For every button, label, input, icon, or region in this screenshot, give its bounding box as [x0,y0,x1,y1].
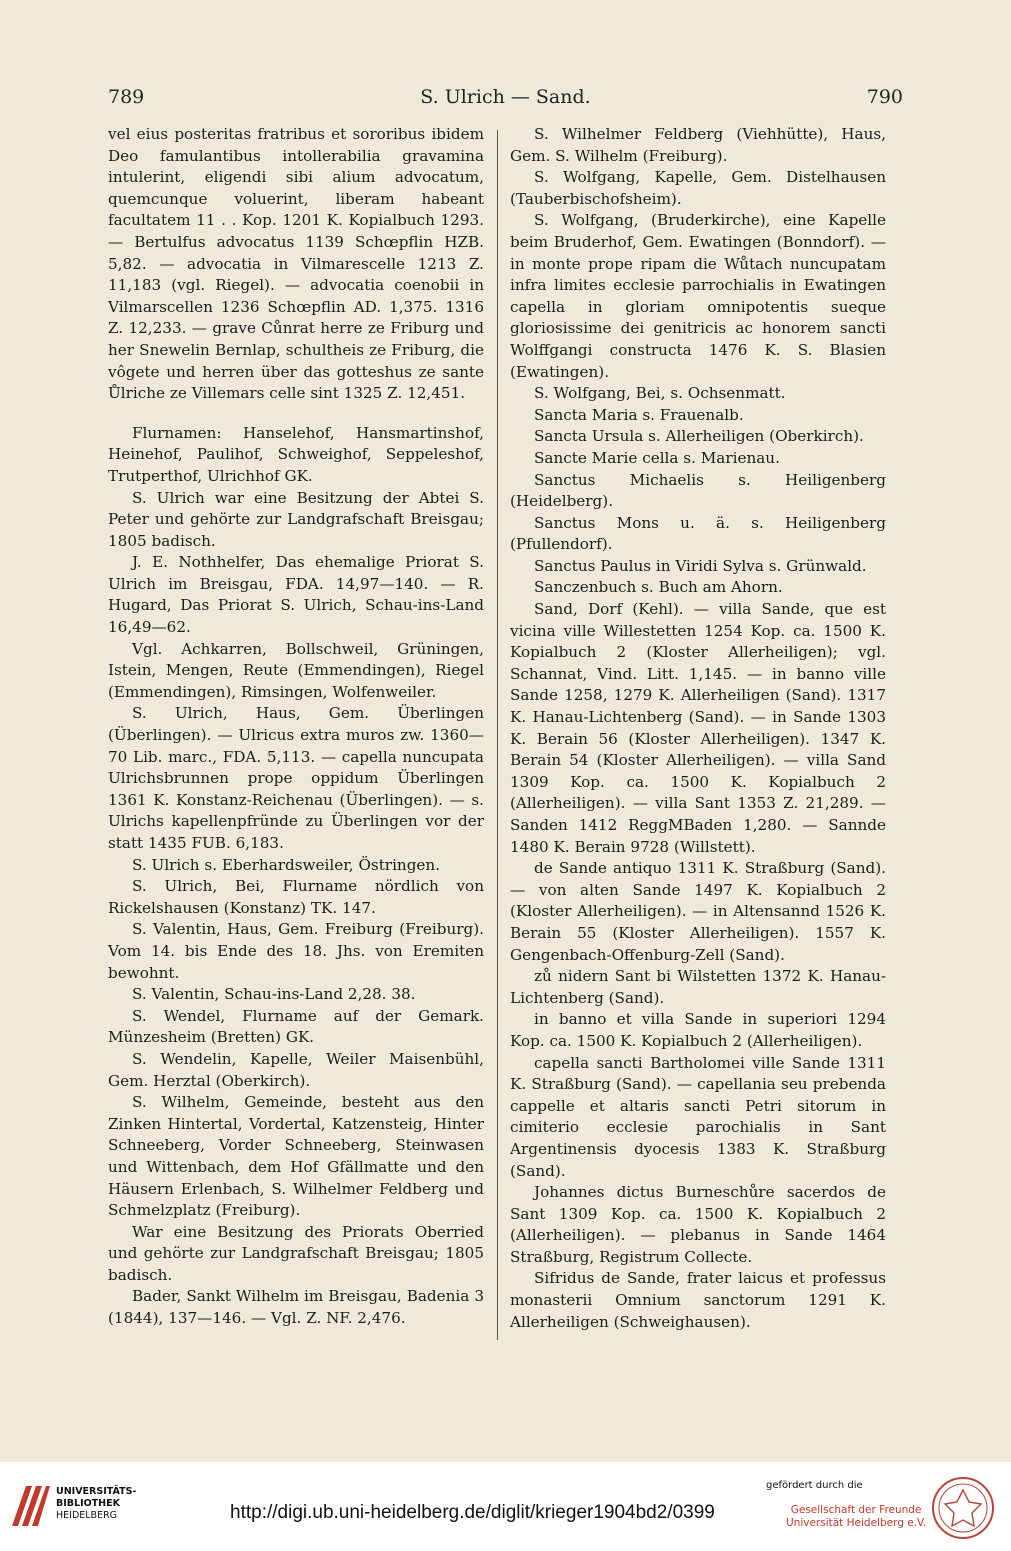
right-column [510,124,886,1333]
paragraph: S. Ulrich war eine Besitzung der Abtei S. Peter und gehörte zur Landgrafschaft Breisgau; 1805 badisch. [108,488,484,550]
paragraph: Sanctus Mons u. ä. s. Heiligenberg (Pfullendorf). [510,513,886,554]
paragraph: Sifridus de Sande, frater laicus et professus monasterii Omnium sanctorum 1291 K. Allerheiligen (Schweighausen). [510,1269,886,1331]
paragraph: Flurnamen: Hanselehof, Hansmartinshof, Heinehof, Paulihof, Schweighof, Seppeleshof, Trutperthof, Ulrichhof GK. [108,423,484,485]
page-number-left: 789 [108,86,145,108]
library-name [56,1486,136,1522]
sponsor-name-line: Universität Heidelberg e.V. [786,1517,927,1529]
university-seal-icon [931,1476,995,1540]
paragraph: Sancte Marie cella s. Marienau. [534,448,780,467]
paragraph: War eine Besitzung des Priorats Oberried und gehörte zur Landgrafschaft Breisgau; 1805 badisch. [108,1222,484,1284]
paragraph: S. Wilhelm, Gemeinde, besteht aus den Zinken Hintertal, Vordertal, Katzensteig, Hinter Schneeberg, Vorder Schneeberg, Steinwasen und Wittenbach, dem Hof Gfällmatte und den Häusern Erlenbach, S. Wilhelmer Feldberg und Schmelzplatz (Freiburg). [108,1093,484,1220]
paragraph: S. Wendelin, Kapelle, Weiler Maisenbühl, Gem. Herztal (Oberkirch). [108,1049,484,1090]
sponsor-name [786,1504,926,1530]
paragraph: zů nidern Sant bi Wilstetten 1372 K. Hanau-Lichtenberg (Sand). [510,967,886,1007]
paragraph: S. Valentin, Haus, Gem. Freiburg (Freiburg). Vom 14. bis Ende des 18. Jhs. von Eremiten bewohnt. [108,920,484,982]
paragraph: Bader, Sankt Wilhelm im Breisgau, Badenia 3 (1844), 137—146. — Vgl. Z. NF. 2,476. [108,1287,484,1328]
paragraph: S. Wolfgang, Kapelle, Gem. Distelhausen (Tauberbischofsheim). [510,168,886,208]
left-column [108,124,484,1330]
digitization-footer [0,1462,1011,1551]
running-title: S. Ulrich — Sand. [420,86,591,108]
paragraph: Vgl. Achkarren, Bollschweil, Grüningen, Istein, Mengen, Reute (Emmendingen), Riegel (Emmendingen), Rimsingen, Wolfenweiler. [108,639,484,701]
paragraph: Sancta Ursula s. Allerheiligen (Oberkirch). [534,427,864,446]
page-number-right: 790 [866,86,903,108]
library-name-line: BIBLIOTHEK [56,1498,120,1509]
sponsor-name-line: Gesellschaft der Freunde [790,1504,922,1516]
paragraph: in banno et villa Sande in superiori 1294 Kop. ca. 1500 K. Kopialbuch 2 (Allerheiligen). [510,1010,886,1050]
library-name-line: HEIDELBERG [56,1510,118,1521]
permalink-url[interactable]: http://digi.ub.uni-heidelberg.de/diglit/krieger1904bd2/0399 [230,1502,715,1523]
paragraph: Sanctus Michaelis s. Heiligenberg (Heidelberg). [510,470,886,511]
paragraph: Sand, Dorf (Kehl). — villa Sande, que est vicina ville Willestetten 1254 Kop. ca. 1500 K. Kopialbuch 2 (Kloster Allerheiligen); vgl. Schannat, Vind. Litt. 1,145. — in banno ville Sande 1258, 1279 K. Allerheiligen (Sand). 1317 K. Hanau-Lichtenberg (Sand). — in Sande 1303 K. Berain 56 (Kloster Allerheiligen). 1347 K. Berain 54 (Kloster Allerheiligen). — villa Sand 1309 Kop. ca. 1500 K. Kopialbuch 2 (Allerheiligen). — villa Sant 1353 Z. 21,289. — Sanden 1412 ReggMBaden 1,280. — Sannde 1480 K. Berain 9728 (Willstett). [510,600,886,856]
paragraph: vel eius posteritas fratribus et sororibus ibidem Deo famulantibus intollerabilia gravamina intulerint, eligendi sibi alium advocatum, quemcunque voluerint, liberam habeant facultatem 11 . . Kop. 1201 K. Kopialbuch 1293. — Bertulfus advocatus 1139 Schœpflin HZB. 5,82. — advocatia in Vilmarescelle 1213 Z. 11,183 (vgl. Riegel). — advocatia coenobii in Vilmarscellen 1236 Schœpflin AD. 1,375. 1316 Z. 12,233. — grave Cůnrat herre ze Friburg und her Snewelin Bernlap, schultheis ze Friburg, die vôgete und herren über das gotteshus ze sante Ůlriche ze Villemars celle sint 1325 Z. 12,451. [108,125,484,403]
paragraph: Sanctus Paulus in Viridi Sylva s. Grünwald. [534,556,867,575]
paragraph: S. Wilhelmer Feldberg (Viehhütte), Haus, Gem. S. Wilhelm (Freiburg). [510,125,886,165]
paragraph: capella sancti Bartholomei ville Sande 1311 K. Straßburg (Sand). — capellania seu prebenda cappelle et altaris sancti Petri sitorum in cimiterio ecclesie parochialis in Sant Argentinensis dyocesis 1383 K. Straßburg (Sand). [510,1053,886,1180]
paragraph: de Sande antiquo 1311 K. Straßburg (Sand). — von alten Sande 1497 K. Kopialbuch 2 (Kloster Allerheiligen). — in Altensannd 1526 K. Berain 55 (Kloster Allerheiligen). 1557 K. Gengenbach-Offenburg-Zell (Sand). [510,859,886,964]
column-divider [497,130,498,1340]
paragraph: S. Valentin, Schau-ins-Land 2,28. 38. [132,985,416,1004]
library-name-line: UNIVERSITÄTS- [56,1486,137,1497]
paragraph: S. Wendel, Flurname auf der Gemark. Münzesheim (Bretten) GK. [108,1006,484,1047]
paragraph: S. Ulrich, Bei, Flurname nördlich von Rickelshausen (Konstanz) TK. 147. [108,877,484,917]
paragraph: S. Wolfgang, Bei, s. Ochsenmatt. [534,384,786,403]
paragraph: Johannes dictus Burneschůre sacerdos de Sant 1309 Kop. ca. 1500 K. Kopialbuch 2 (Allerheiligen). — plebanus in Sande 1464 Straßburg, Registrum Collecte. [510,1183,886,1266]
paragraph: S. Wolfgang, (Bruderkirche), eine Kapelle beim Bruderhof, Gem. Ewatingen (Bonndorf). — in monte prope ripam die Wůtach nuncupatam infra limites ecclesie parrochialis in Ewatingen capella in gloriam omnipotentis sueque gloriosissime dei genitricis ac honorem sancti Wolffgangi constructa 1476 K. S. Blasien (Ewatingen). [510,211,886,381]
paragraph: S. Ulrich s. Eberhardsweiler, Östringen. [132,855,441,874]
funded-by-label: gefördert durch die [766,1480,863,1491]
paragraph: J. E. Nothhelfer, Das ehemalige Priorat S. Ulrich im Breisgau, FDA. 14,97—140. — R. Hugard, Das Priorat S. Ulrich, Schau-ins-Land 16,49—62. [108,553,484,637]
university-library-logo-icon [8,1482,50,1530]
paragraph: Sanczenbuch s. Buch am Ahorn. [534,578,783,597]
paragraph: Sancta Maria s. Frauenalb. [534,405,744,424]
paragraph: S. Ulrich, Haus, Gem. Überlingen (Überlingen). — Ulricus extra muros zw. 1360—70 Lib. marc., FDA. 5,113. — capella nuncupata Ulrichsbrunnen prope oppidum Überlingen 1361 K. Konstanz-Reichenau (Überlingen). — s. Ulrichs kapellenpfründe zu Überlingen vor der statt 1435 FUB. 6,183. [108,704,484,852]
